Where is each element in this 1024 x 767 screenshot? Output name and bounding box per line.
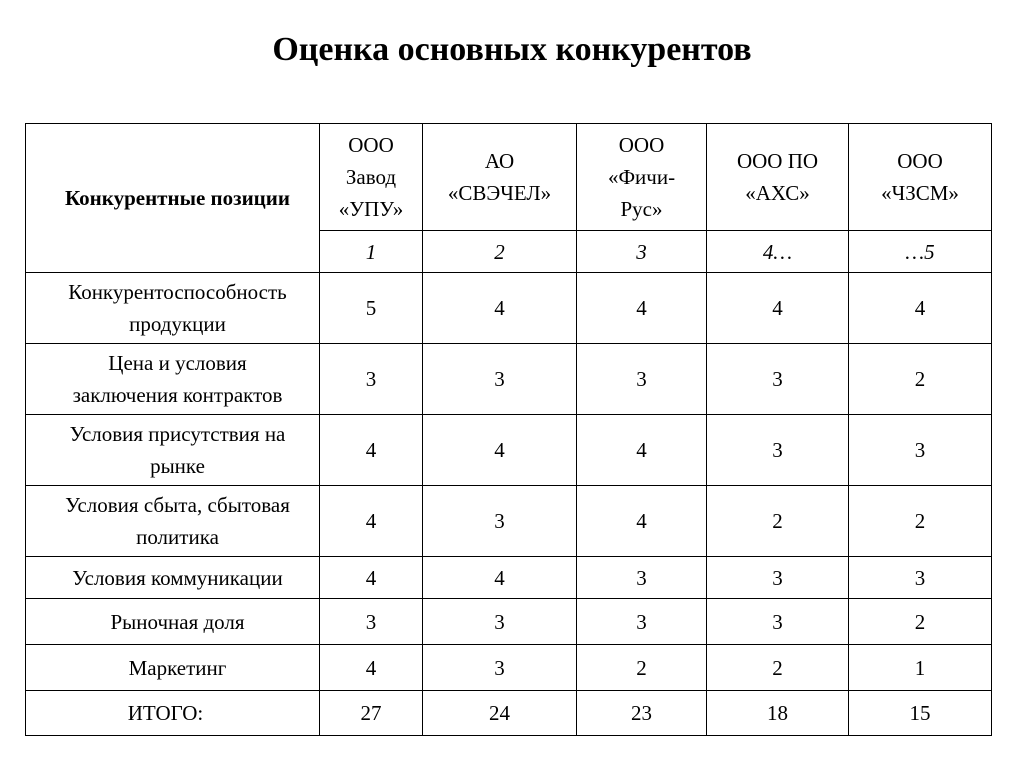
criterion-label	[26, 557, 320, 599]
competitor-table	[25, 123, 992, 736]
criterion-label-line: Конкурентоспособность	[68, 280, 287, 304]
company-name-line: «ЧЗСМ»	[881, 181, 959, 205]
criterion-label	[26, 344, 320, 415]
company-number: 4…	[707, 231, 849, 273]
score-cell: 4	[423, 273, 577, 344]
score-cell: 4	[320, 645, 423, 691]
score-cell: 4	[423, 557, 577, 599]
score-cell: 3	[423, 344, 577, 415]
score-cell: 3	[320, 599, 423, 645]
score-cell: 3	[423, 599, 577, 645]
score-cell: 4	[577, 273, 707, 344]
score-cell: 3	[577, 344, 707, 415]
company-header	[577, 124, 707, 231]
total-cell: 24	[423, 691, 577, 736]
company-name-line: «УПУ»	[338, 197, 404, 221]
total-cell: 15	[849, 691, 992, 736]
company-name-line: АО	[484, 149, 515, 173]
table-row	[26, 486, 992, 557]
page-title: Оценка основных конкурентов	[272, 31, 752, 68]
company-name-line: ООО	[618, 133, 665, 157]
score-cell: 4	[320, 415, 423, 486]
company-number: …5	[849, 231, 992, 273]
company-number: 1	[320, 231, 423, 273]
company-name-line: «Фичи-	[607, 165, 676, 189]
table-row	[26, 273, 992, 344]
total-cell: 23	[577, 691, 707, 736]
table-row	[26, 344, 992, 415]
criterion-label-line: Рыночная доля	[110, 609, 245, 634]
criterion-label-line: политика	[136, 525, 219, 549]
score-cell: 4	[320, 486, 423, 557]
criterion-label	[26, 415, 320, 486]
company-name-line: ООО	[348, 133, 394, 157]
company-header	[707, 124, 849, 231]
criterion-label	[26, 273, 320, 344]
table-row	[26, 599, 992, 645]
score-cell: 3	[577, 599, 707, 645]
score-cell: 3	[707, 557, 849, 599]
company-name-line: «СВЭЧЕЛ»	[447, 181, 552, 205]
score-cell: 4	[849, 273, 992, 344]
score-cell: 3	[320, 344, 423, 415]
table-row	[26, 415, 992, 486]
score-cell: 3	[849, 415, 992, 486]
score-cell: 2	[707, 645, 849, 691]
score-cell: 2	[577, 645, 707, 691]
score-cell: 2	[849, 599, 992, 645]
company-header	[423, 124, 577, 231]
score-cell: 3	[707, 415, 849, 486]
score-cell: 3	[423, 645, 577, 691]
score-cell: 3	[423, 486, 577, 557]
total-label: ИТОГО:	[26, 691, 320, 736]
criterion-label-line: Цена и условия	[108, 351, 247, 375]
score-cell: 4	[707, 273, 849, 344]
positions-header: Конкурентные позиции	[26, 124, 320, 273]
criterion-label-line: Условия коммуникации	[72, 565, 283, 590]
criterion-label-line: Маркетинг	[128, 655, 227, 680]
score-cell: 2	[849, 344, 992, 415]
criterion-label-line: Условия присутствия на	[69, 422, 286, 446]
company-name-line: Завод	[345, 165, 397, 189]
score-cell: 3	[577, 557, 707, 599]
criterion-label	[26, 599, 320, 645]
company-name-line: ООО ПО	[736, 149, 819, 173]
criterion-label	[26, 645, 320, 691]
company-name-line: ООО	[897, 149, 943, 173]
total-cell: 27	[320, 691, 423, 736]
score-cell: 4	[423, 415, 577, 486]
score-cell: 2	[849, 486, 992, 557]
criterion-label-line: продукции	[129, 312, 226, 336]
table-row	[26, 645, 992, 691]
score-cell: 1	[849, 645, 992, 691]
score-cell: 3	[707, 344, 849, 415]
criterion-label-line: Условия сбыта, сбытовая	[65, 493, 290, 517]
company-name-line: «АХС»	[745, 181, 810, 205]
criterion-label-line: рынке	[150, 454, 205, 478]
score-cell: 4	[577, 486, 707, 557]
table-body	[26, 124, 992, 736]
score-cell: 2	[707, 486, 849, 557]
score-cell: 4	[320, 557, 423, 599]
company-header	[320, 124, 423, 231]
score-cell: 4	[577, 415, 707, 486]
company-header	[849, 124, 992, 231]
criterion-label-line: заключения контрактов	[72, 383, 283, 407]
company-name-line: Рус»	[620, 197, 663, 221]
total-row	[26, 691, 992, 736]
company-number: 3	[577, 231, 707, 273]
score-cell: 3	[707, 599, 849, 645]
score-cell: 3	[849, 557, 992, 599]
table-row	[26, 557, 992, 599]
criterion-label	[26, 486, 320, 557]
total-cell: 18	[707, 691, 849, 736]
company-number: 2	[423, 231, 577, 273]
header-row	[26, 124, 992, 231]
score-cell: 5	[320, 273, 423, 344]
